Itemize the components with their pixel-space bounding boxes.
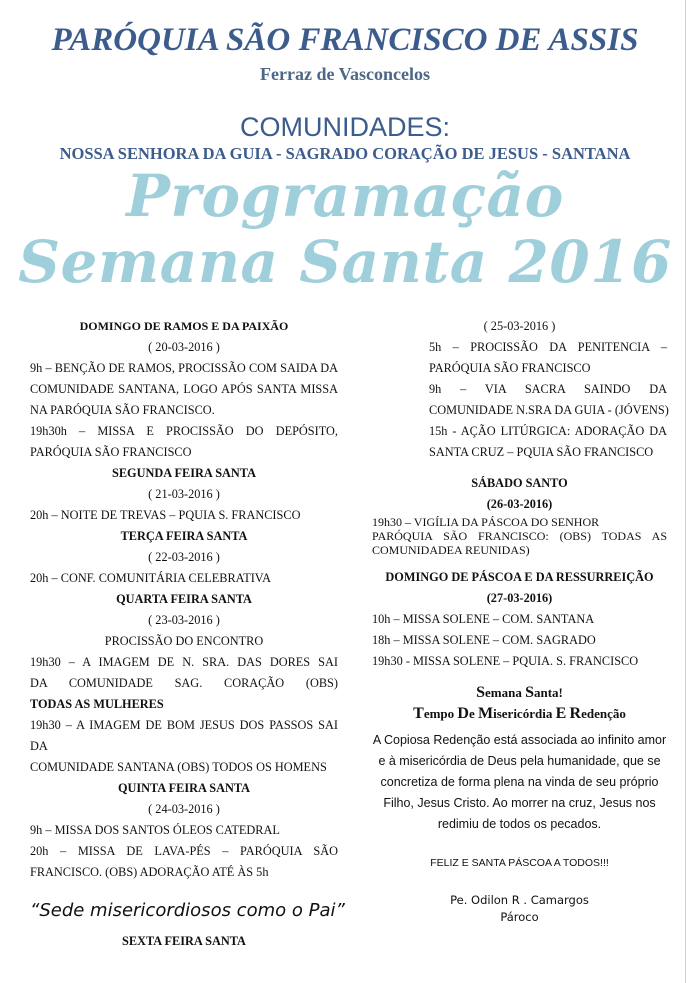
body-line: redimiu de todos os pecados.: [437, 817, 602, 831]
event-line: 19h30 – VIGÍLIA DA PÁSCOA DO SENHOR: [372, 515, 600, 529]
drop-cap: T: [413, 705, 424, 722]
event-line: 19h30 – A IMAGEM DE N. SRA. DAS DORES SAI: [30, 655, 338, 669]
event-line: 9h – VIA SACRA SAINDO DA: [429, 382, 667, 396]
event-line: NA PARÓQUIA SÃO FRANCISCO.: [30, 403, 215, 417]
schedule-right-column: [372, 316, 667, 926]
drop-cap: S: [476, 684, 485, 701]
body-line: Filho, Jesus Cristo. Ao morrer na cruz, Jesus nos: [383, 796, 656, 810]
program-subheading: Semana Santa 2016: [18, 228, 672, 296]
schedule-left-column: [30, 316, 345, 952]
section-heading-tuesday: TERÇA FEIRA SANTA: [120, 529, 248, 543]
date-thursday: ( 24-03-2016 ): [148, 802, 220, 816]
event-line: 9h – BENÇÃO DE RAMOS, PROCISSÃO COM SAIDA DA: [30, 361, 338, 375]
event-line: 18h – MISSA SOLENE – COM. SAGRADO: [372, 633, 596, 647]
event-line: COMUNIDADEA REUNIDAS): [372, 543, 530, 557]
parish-city: Ferraz de Vasconcelos: [260, 64, 430, 84]
event-line: COMUNIDADE SANTANA, LOGO APÓS SANTA MISSA: [30, 382, 338, 396]
body-line: concretiza de forma plena na vinda de seu próprio: [380, 775, 659, 789]
quote: “Sede misericordiosos como o Pai”: [30, 900, 345, 921]
event-line: 20h – CONF. COMUNITÁRIA CELEBRATIVA: [30, 571, 271, 585]
event-line: FRANCISCO. (OBS) ADORAÇÃO ATÉ ÀS 5h: [30, 865, 269, 879]
event-line: TODAS AS MULHERES: [30, 697, 164, 711]
date-saturday: (26-03-2016): [486, 497, 553, 511]
closing-title-line2: [372, 703, 667, 724]
section-heading-friday: SEXTA FEIRA SANTA: [122, 934, 246, 948]
closing-text: e: [468, 706, 478, 721]
closing-title-line1: [372, 682, 667, 703]
event-line: 9h – MISSA DOS SANTOS ÓLEOS CATEDRAL: [30, 823, 280, 837]
drop-cap: S: [525, 684, 534, 701]
date-tuesday: ( 22-03-2016 ): [148, 550, 220, 564]
closing-text: anta!: [534, 685, 563, 700]
drop-cap: E: [555, 705, 567, 722]
date-easter: (27-03-2016): [486, 591, 553, 605]
program-heading: Programação: [126, 162, 564, 230]
section-heading-palm-sunday: DOMINGO DE RAMOS E DA PAIXÃO: [79, 319, 289, 333]
date-monday: ( 21-03-2016 ): [148, 487, 220, 501]
event-line: 19h30h – MISSA E PROCISSÃO DO DEPÓSITO,: [30, 424, 338, 438]
communities-label: COMUNIDADES:: [239, 112, 450, 142]
event-line: PARÓQUIA SÃO FRANCISCO: (OBS) TODAS AS: [372, 529, 667, 543]
section-heading-monday: SEGUNDA FEIRA SANTA: [112, 466, 256, 480]
event-line: 5h – PROCISSÃO DA PENITENCIA –: [429, 340, 667, 354]
easter-greeting: FELIZ E SANTA PÁSCOA A TODOS!!!: [430, 857, 609, 869]
event-line: 15h - AÇÃO LITÚRGICA: ADORAÇÃO DA: [429, 424, 667, 438]
event-line: 20h – NOITE DE TREVAS – PQUIA S. FRANCISCO: [30, 508, 301, 522]
drop-cap: M: [478, 705, 494, 722]
closing-text: isericórdia: [493, 706, 556, 721]
event-line: SANTA CRUZ – PQUIA SÃO FRANCISCO: [429, 445, 654, 459]
communities-list: NOSSA SENHORA DA GUIA - SAGRADO CORAÇÃO DE JESUS - SANTANA: [59, 144, 631, 163]
event-line: PARÓQUIA SÃO FRANCISCO: [30, 445, 192, 459]
closing-text: emana: [485, 685, 526, 700]
drop-cap: R: [569, 705, 582, 722]
section-heading-thursday: QUINTA FEIRA SANTA: [117, 781, 251, 795]
section-heading-easter: DOMINGO DE PÁSCOA E DA RESSURREIÇÃO: [385, 570, 654, 584]
body-line: A Copiosa Redenção está associada ao infinito amor: [372, 733, 667, 747]
event-line: PARÓQUIA SÃO FRANCISCO: [429, 361, 591, 375]
section-heading-saturday: SÁBADO SANTO: [471, 476, 568, 490]
body-line: e à misericórdia de Deus pela humanidade, que se: [378, 754, 661, 768]
event-line: PROCISSÃO DO ENCONTRO: [104, 634, 264, 648]
parish-title: PARÓQUIA SÃO FRANCISCO DE ASSIS: [51, 22, 639, 58]
drop-cap: D: [457, 705, 469, 722]
date-palm-sunday: ( 20-03-2016 ): [148, 340, 220, 354]
event-line: COMUNIDADE SANTANA (OBS) TODOS OS HOMENS: [30, 760, 327, 774]
signature-role: Pároco: [500, 910, 539, 924]
event-line: 20h – MISSA DE LAVA-PÉS – PARÓQUIA SÃO: [30, 844, 338, 858]
event-line: DA COMUNIDADE SAG. CORAÇÃO (OBS): [30, 676, 338, 690]
signature-name: Pe. Odilon R . Camargos: [450, 893, 589, 907]
closing-text: edenção: [581, 706, 626, 721]
event-line: COMUNIDADE N.SRA DA GUIA - (JÓVENS): [429, 403, 669, 417]
date-friday: ( 25-03-2016 ): [483, 319, 556, 333]
event-line: 10h – MISSA SOLENE – COM. SANTANA: [372, 612, 595, 626]
event-line: 19h30 - MISSA SOLENE – PQUIA. S. FRANCISCO: [372, 654, 639, 668]
date-wednesday: ( 23-03-2016 ): [148, 613, 220, 627]
section-heading-wednesday: QUARTA FEIRA SANTA: [116, 592, 252, 606]
event-line: 19h30 – A IMAGEM DE BOM JESUS DOS PASSOS SAI DA: [30, 718, 338, 753]
closing-text: empo: [423, 706, 458, 721]
